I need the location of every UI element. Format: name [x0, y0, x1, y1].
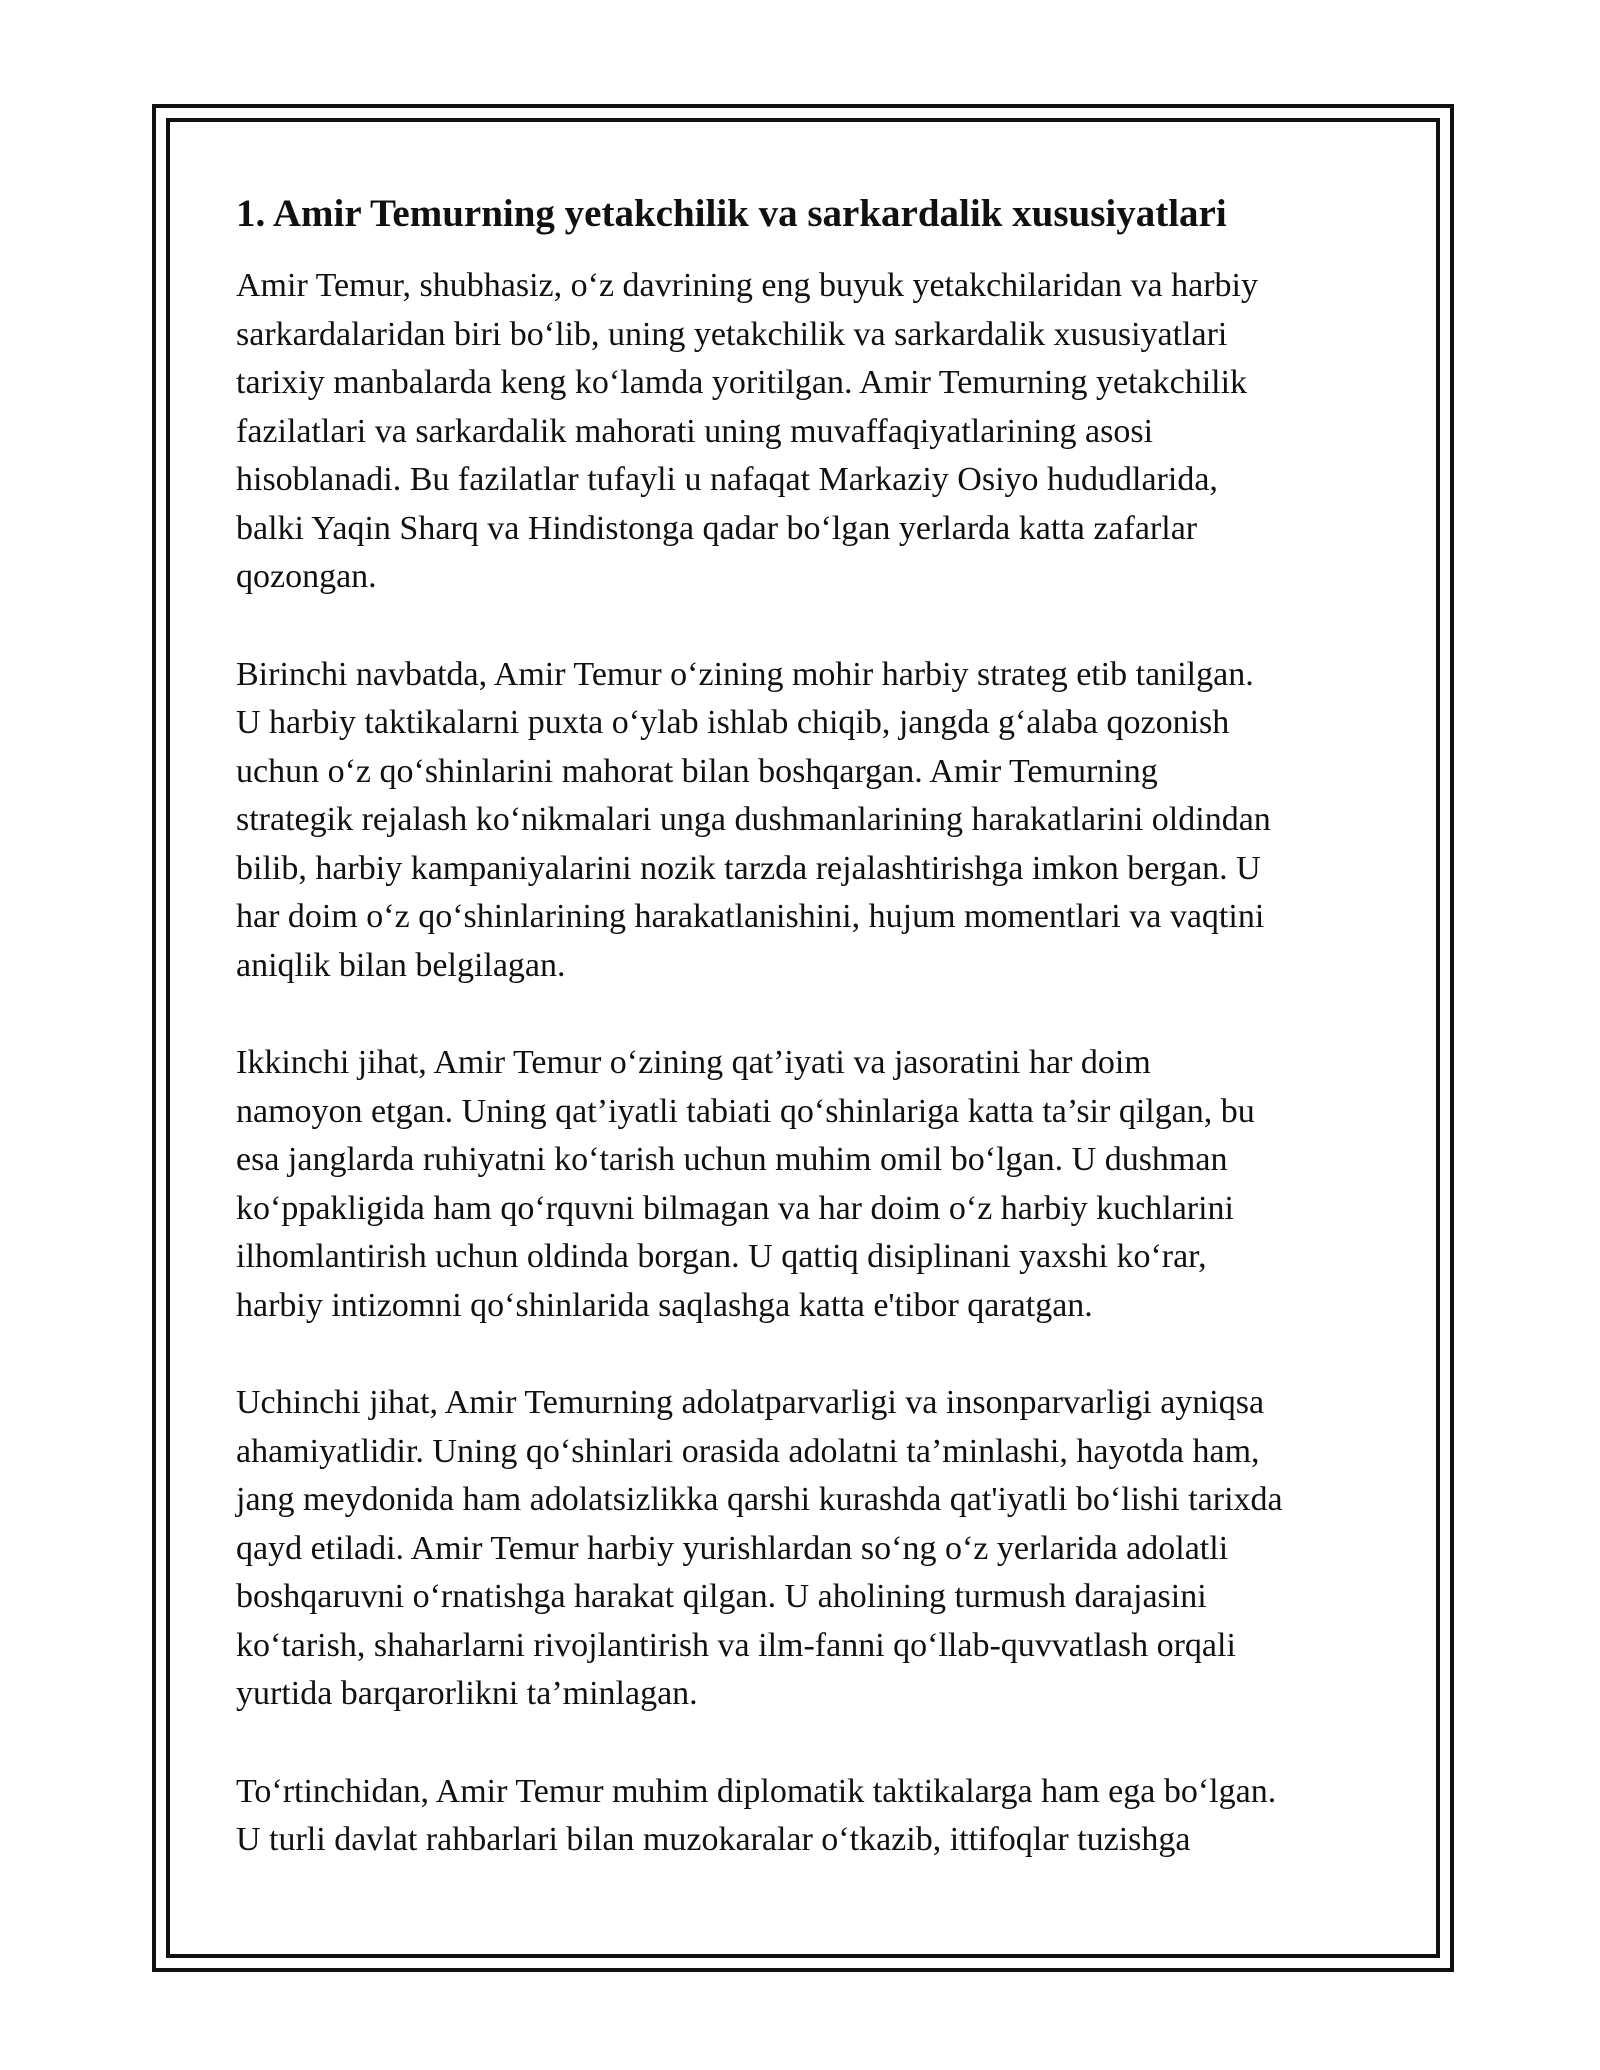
text-line: Birinchi navbatda, Amir Temur o‘zining mohir harbiy strateg etib tanilgan. — [236, 655, 1254, 693]
text-line: ko‘ppakligida ham qo‘rquvni bilmagan va har doim o‘z harbiy kuchlarini — [236, 1189, 1235, 1227]
text-line: uchun o‘z qo‘shinlarini mahorat bilan boshqargan. Amir Temurning — [236, 752, 1158, 790]
text-line: esa janglarda ruhiyatni ko‘tarish uchun muhim omil bo‘lgan. U dushman — [236, 1141, 1228, 1178]
document-body — [236, 186, 1386, 1914]
text-line: ilhomlantirish uchun oldinda borgan. U qattiq disiplinani yaxshi ko‘rar, — [236, 1238, 1207, 1275]
text-line: yurtida barqarorlikni ta’minlagan. — [236, 1675, 698, 1712]
text-line: ko‘tarish, shaharlarni rivojlantirish va ilm-fanni qo‘llab-quvvatlash orqali — [236, 1626, 1236, 1664]
paragraph-second-point — [236, 1039, 1386, 1330]
text-line: strategik rejalash ko‘nikmalari unga dushmanlarining harakatlarini oldindan — [236, 801, 1271, 838]
text-line: fazilatlari va sarkardalik mahorati uning muvaffaqiyatlarining asosi — [236, 412, 1154, 450]
text-line: qozongan. — [236, 558, 377, 595]
text-line: balki Yaqin Sharq va Hindistonga qadar bo‘lgan yerlarda katta zafarlar — [236, 509, 1198, 547]
text-line: qayd etiladi. Amir Temur harbiy yurishlardan so‘ng o‘z yerlarida adolatli — [236, 1529, 1229, 1567]
text-line: U harbiy taktikalarni puxta o‘ylab ishlab chiqib, jangda g‘alaba qozonish — [236, 704, 1230, 741]
paragraph-first-point — [236, 651, 1386, 991]
text-line: Uchinchi jihat, Amir Temurning adolatparvarligi va insonparvarligi ayniqsa — [236, 1384, 1265, 1421]
text-line: Amir Temur, shubhasiz, o‘z davrining eng buyuk yetakchilaridan va harbiy — [236, 267, 1258, 304]
text-line: namoyon etgan. Uning qat’iyatli tabiati qo‘shinlariga katta ta’sir qilgan, bu — [236, 1092, 1255, 1130]
text-line: Ikkinchi jihat, Amir Temur o‘zining qat’iyati va jasoratini har doim — [236, 1044, 1151, 1081]
paragraph-intro — [236, 262, 1386, 602]
text-line: boshqaruvni o‘rnatishga harakat qilgan. U aholining turmush darajasini — [236, 1578, 1207, 1615]
paragraph-third-point — [236, 1379, 1386, 1719]
text-line: harbiy intizomni qo‘shinlarida saqlashga katta e'tibor qaratgan. — [236, 1286, 1093, 1324]
text-line: sarkardalaridan biri bo‘lib, uning yetakchilik va sarkardalik xususiyatlari — [236, 315, 1228, 353]
text-line: bilib, harbiy kampaniyalarini nozik tarzda rejalashtirishga imkon bergan. U — [236, 849, 1261, 887]
text-line: ahamiyatlidir. Uning qo‘shinlari orasida adolatni ta’minlashi, hayotda ham, — [236, 1432, 1260, 1470]
text-line: U turli davlat rahbarlari bilan muzokaralar o‘tkazib, ittifoqlar tuzishga — [236, 1821, 1191, 1858]
paragraph-fourth-point — [236, 1768, 1386, 1865]
text-line: aniqlik bilan belgilagan. — [236, 946, 566, 984]
text-line: har doim o‘z qo‘shinlarining harakatlanishini, hujum momentlari va vaqtini — [236, 898, 1265, 935]
text-line: jang meydonida ham adolatsizlikka qarshi kurashda qat'iyatli bo‘lishi tarixda — [236, 1481, 1283, 1518]
section-heading: 1. Amir Temurning yetakchilik va sarkardalik xususiyatlari — [236, 192, 1227, 235]
text-line: tarixiy manbalarda keng ko‘lamda yoritilgan. Amir Temurning yetakchilik — [236, 364, 1248, 401]
text-line: hisoblanadi. Bu fazilatlar tufayli u nafaqat Markaziy Osiyo hududlarida, — [236, 461, 1218, 498]
text-line: To‘rtinchidan, Amir Temur muhim diplomatik taktikalarga ham ega bo‘lgan. — [236, 1772, 1277, 1810]
